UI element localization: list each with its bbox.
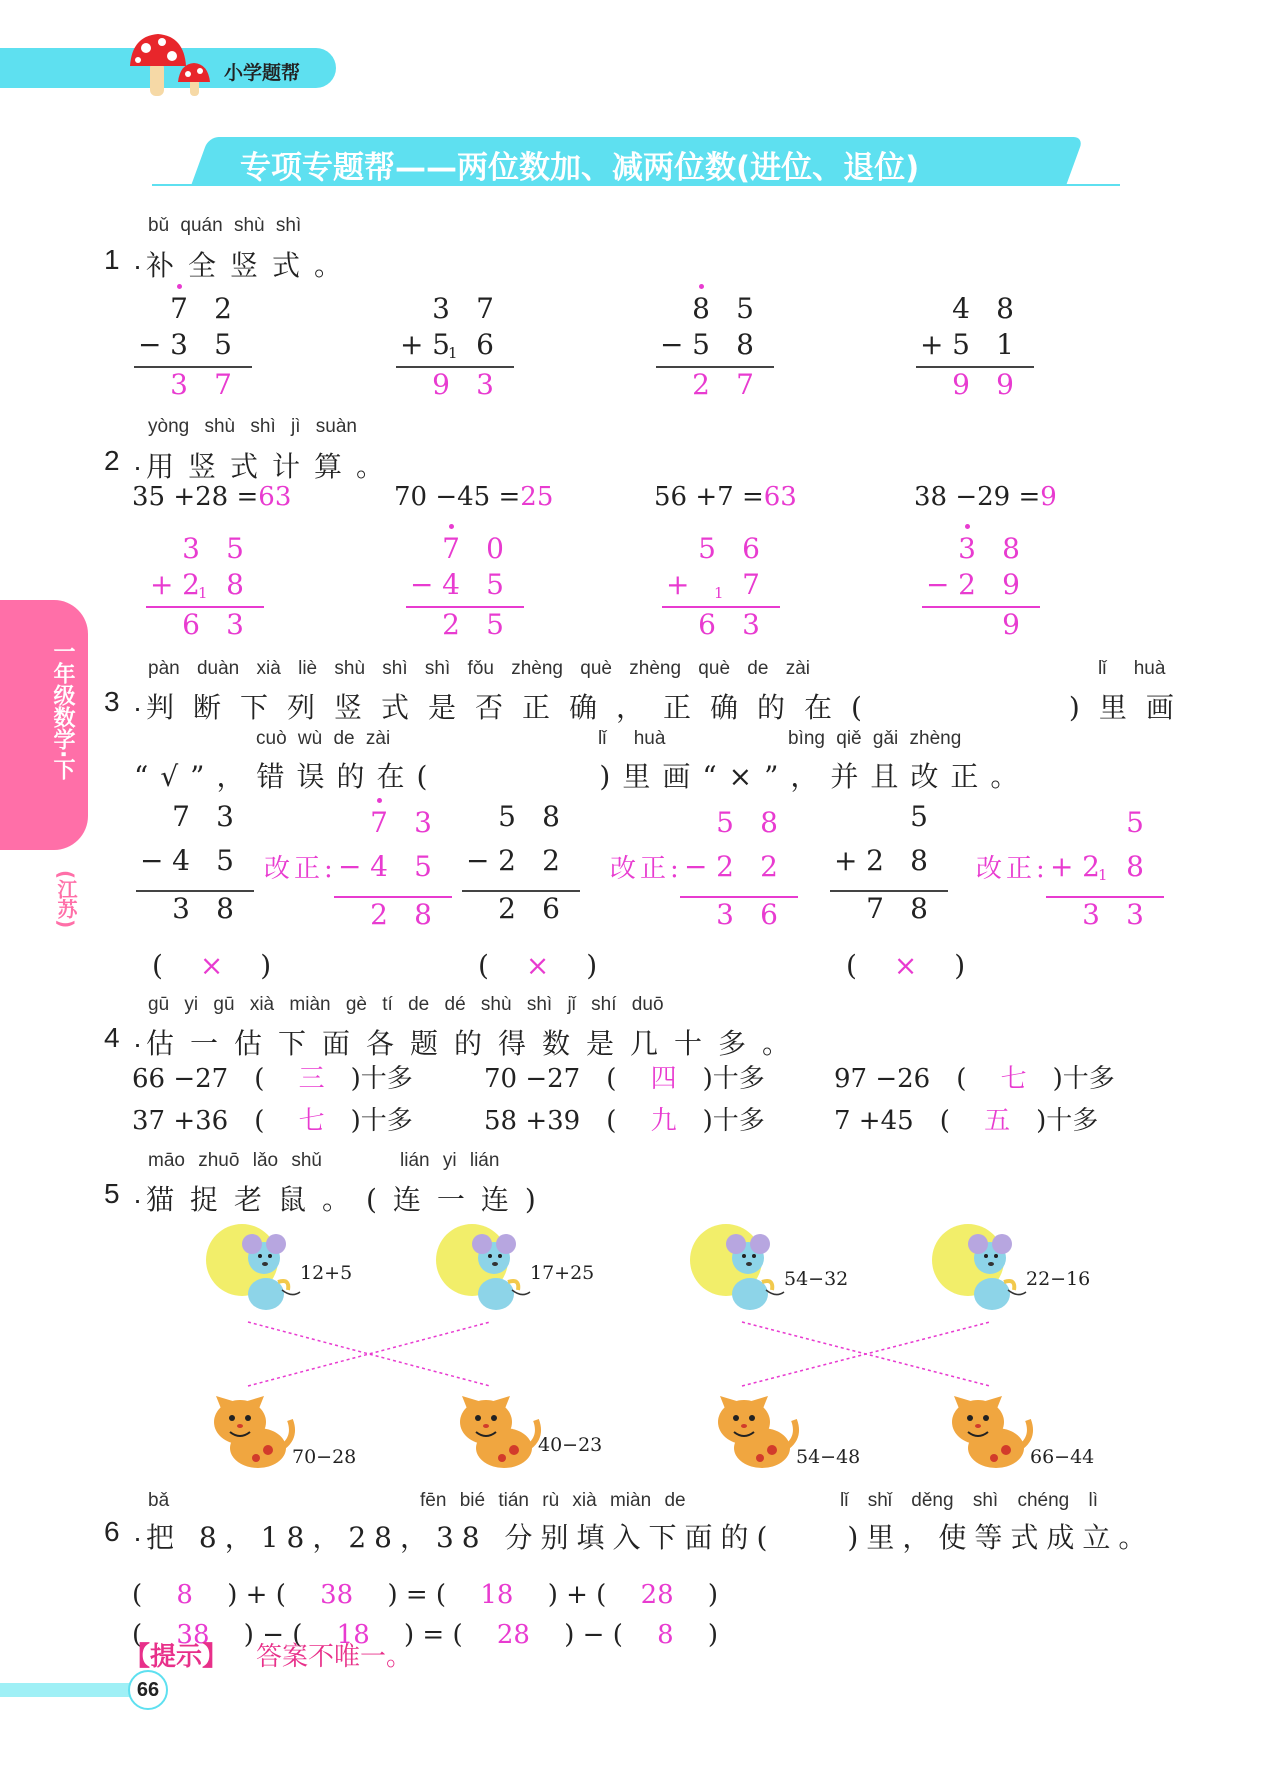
operator-sign: − <box>338 850 362 883</box>
estimate-suffix: )十多 <box>324 1106 413 1136</box>
estimate-expr: 58 +39 <box>484 1106 581 1136</box>
result-digit: 3 <box>172 892 190 925</box>
result-digit: 6 <box>760 898 778 931</box>
mouse-expression: 22−16 <box>1026 1268 1091 1290</box>
mouse-expression: 54−32 <box>784 1268 849 1290</box>
equation-symbols: ) + ( <box>192 1580 321 1610</box>
digit: 8 <box>692 292 710 325</box>
digit: 2 <box>498 844 516 877</box>
result-digit: 8 <box>910 892 928 925</box>
q5-pinyin-b: lián yi lián <box>400 1150 500 1171</box>
fill-value: 8 <box>657 1620 674 1650</box>
digit: 8 <box>226 568 244 601</box>
result-digit: 7 <box>736 368 754 401</box>
digit: 5 <box>498 800 516 833</box>
q1-text: 补全竖式。 <box>146 249 357 282</box>
result-digit: 6 <box>182 608 200 641</box>
digit: 8 <box>1002 532 1020 565</box>
carry-digit: 1 <box>1098 866 1108 884</box>
cat-expression: 40−23 <box>538 1434 603 1456</box>
digit: 3 <box>958 532 976 565</box>
q1-number: 1. <box>104 244 156 275</box>
digit: 6 <box>476 328 494 361</box>
paren-open: ( <box>228 1064 299 1094</box>
digit: 5 <box>736 292 754 325</box>
operator-sign: − <box>926 568 950 601</box>
fill-value: 38 <box>176 1620 210 1650</box>
digit: 8 <box>760 806 778 839</box>
q1-pinyin: bǔ quán shù shì <box>148 215 302 236</box>
fill-value: 18 <box>480 1580 514 1610</box>
equation-symbols: ( <box>132 1580 177 1610</box>
carry-digit: 1 <box>714 584 724 602</box>
side-tab-region: (江苏) <box>54 870 78 929</box>
result-digit: 8 <box>414 898 432 931</box>
operator-sign: + <box>400 328 424 361</box>
digit: 2 <box>1082 850 1100 883</box>
q4-pinyin: gū yi gū xià miàn gè tí de dé shù shì jǐ shí duō <box>148 994 664 1015</box>
equation-symbols: ) <box>673 1620 719 1650</box>
digit: 2 <box>542 844 560 877</box>
result-digit: 3 <box>476 368 494 401</box>
wrong-mark: × <box>199 949 224 982</box>
digit: 5 <box>432 328 450 361</box>
equation-symbols: ) − ( <box>529 1620 658 1650</box>
page-number: 66 <box>128 1670 168 1710</box>
digit: 3 <box>432 292 450 325</box>
equation-expr: 56 +7 = <box>654 482 764 512</box>
mouse-icon <box>434 1220 534 1320</box>
digit: 7 <box>742 568 760 601</box>
q5-number: 5. <box>104 1178 156 1209</box>
result-digit: 5 <box>486 608 504 641</box>
digit: 2 <box>866 844 884 877</box>
cat-expression: 70−28 <box>292 1446 357 1468</box>
paren-close: ) <box>549 949 598 982</box>
result-digit: 9 <box>432 368 450 401</box>
hint-text: 答案不唯一。 <box>256 1642 413 1672</box>
cat-expression: 54−48 <box>796 1446 861 1468</box>
equation-answer: 9 <box>1040 482 1057 512</box>
equation-expr: 38 −29 = <box>914 482 1041 512</box>
operator-sign: − <box>660 328 684 361</box>
carry-digit: 1 <box>198 584 208 602</box>
q3-pinyin-2b: lǐ huà <box>598 728 666 749</box>
result-digit: 2 <box>498 892 516 925</box>
equation-symbols: ) + ( <box>513 1580 641 1610</box>
result-digit: 8 <box>216 892 234 925</box>
digit: 4 <box>172 844 190 877</box>
equation-expr: 70 −45 = <box>394 482 521 512</box>
q3-number: 3. <box>104 686 156 717</box>
fill-value: 28 <box>496 1620 530 1650</box>
estimate-suffix: )十多 <box>676 1064 765 1094</box>
result-digit: 3 <box>742 608 760 641</box>
operator-sign: + <box>666 568 690 601</box>
estimate-expr: 37 +36 <box>132 1106 229 1136</box>
digit: 4 <box>370 850 388 883</box>
equation-symbols: ) <box>673 1580 719 1610</box>
result-digit: 2 <box>370 898 388 931</box>
result-digit: 9 <box>996 368 1014 401</box>
q4-text: 估一估下面各题的得数是几十多。 <box>146 1027 807 1060</box>
mouse-expression: 12+5 <box>300 1262 353 1284</box>
wrong-mark: × <box>525 949 550 982</box>
digit: 5 <box>1126 806 1144 839</box>
result-digit: 3 <box>226 608 244 641</box>
digit: 4 <box>952 292 970 325</box>
cat-expression: 66−44 <box>1030 1446 1095 1468</box>
digit: 8 <box>910 844 928 877</box>
result-digit: 3 <box>716 898 734 931</box>
paren-close: ) <box>917 949 966 982</box>
result-digit: 9 <box>1002 608 1020 641</box>
fix-label: 改正: <box>610 854 683 884</box>
digit: 5 <box>226 532 244 565</box>
q3-pinyin-2: cuò wù de zài <box>256 728 391 749</box>
estimate-answer: 四 <box>650 1064 677 1094</box>
fill-value: 8 <box>176 1580 193 1610</box>
fix-label: 改正: <box>976 854 1049 884</box>
digit: 5 <box>910 800 928 833</box>
digit: 3 <box>216 800 234 833</box>
mouse-icon <box>930 1220 1030 1320</box>
q6-text: 把 8，18，28，38 分别填入下面的( )里，使等式成立。 <box>146 1521 1155 1554</box>
q3-pinyin-2c: bìng qiě gǎi zhèng <box>788 728 962 749</box>
result-digit: 7 <box>866 892 884 925</box>
operator-sign: + <box>150 568 174 601</box>
digit: 7 <box>172 800 190 833</box>
digit: 2 <box>958 568 976 601</box>
equation-symbols: ) = ( <box>369 1620 497 1650</box>
fill-value: 18 <box>336 1620 370 1650</box>
result-digit: 6 <box>698 608 716 641</box>
operator-sign: − <box>138 328 162 361</box>
operator-sign: − <box>410 568 434 601</box>
digit: 9 <box>1002 568 1020 601</box>
wrong-mark: × <box>893 949 918 982</box>
mouse-expression: 17+25 <box>530 1262 595 1284</box>
digit: 0 <box>486 532 504 565</box>
q6-pinyin: bǎ <box>148 1490 170 1511</box>
paren-open: ( <box>580 1106 651 1136</box>
paren-open: ( <box>580 1064 651 1094</box>
estimate-suffix: )十多 <box>1026 1064 1115 1094</box>
q6-pinyin-b: fēn bié tián rù xià miàn de <box>420 1490 686 1511</box>
side-tab-grade: 一年级数学·下 <box>50 640 75 781</box>
digit: 8 <box>1126 850 1144 883</box>
digit: 7 <box>170 292 188 325</box>
digit: 7 <box>442 532 460 565</box>
digit: 1 <box>996 328 1014 361</box>
q5-text: 猫捉老鼠。(连一连) <box>146 1183 552 1216</box>
digit: 5 <box>216 844 234 877</box>
digit: 5 <box>486 568 504 601</box>
estimate-suffix: )十多 <box>1010 1106 1099 1136</box>
estimate-suffix: )十多 <box>676 1106 765 1136</box>
digit: 5 <box>698 532 716 565</box>
q2-text: 用竖式计算。 <box>146 450 399 483</box>
cat-icon <box>452 1386 542 1476</box>
estimate-answer: 七 <box>1000 1064 1027 1094</box>
digit: 4 <box>442 568 460 601</box>
cat-icon <box>944 1386 1034 1476</box>
topic-title: 专项专题帮——两位数加、减两位数(进位、退位) <box>240 150 920 186</box>
hint-label: 【提示】 <box>124 1642 229 1672</box>
result-digit: 2 <box>442 608 460 641</box>
digit: 3 <box>414 806 432 839</box>
result-digit: 6 <box>542 892 560 925</box>
equation-answer: 63 <box>763 482 797 512</box>
digit: 7 <box>370 806 388 839</box>
footer-bar <box>0 1683 130 1697</box>
equation-symbols: ( <box>132 1620 177 1650</box>
paren-open: ( <box>478 949 526 982</box>
mouse-icon <box>688 1220 788 1320</box>
operator-sign: + <box>920 328 944 361</box>
q6-number: 6. <box>104 1516 156 1547</box>
estimate-expr: 70 −27 <box>484 1064 581 1094</box>
equation-answer: 63 <box>258 482 292 512</box>
paren-open: ( <box>913 1106 985 1136</box>
carry-digit: 1 <box>448 344 458 362</box>
q3-pinyin-1: pàn duàn xià liè shù shì shì fǒu zhèng què zhèng què de zài <box>148 658 810 679</box>
digit: 7 <box>476 292 494 325</box>
digit: 2 <box>182 568 200 601</box>
operator-sign: − <box>466 844 490 877</box>
result-digit: 2 <box>692 368 710 401</box>
q3-line2: “√”，错误的在( )里画“×”，并且改正。 <box>134 760 1031 793</box>
estimate-expr: 66 −27 <box>132 1064 229 1094</box>
digit: 5 <box>414 850 432 883</box>
estimate-answer: 七 <box>298 1106 325 1136</box>
q6-pinyin-c: lǐ shǐ děng shì chéng lì <box>840 1490 1099 1511</box>
estimate-expr: 97 −26 <box>834 1064 931 1094</box>
q6-equation-row <box>132 1574 718 1611</box>
fill-value: 28 <box>640 1580 674 1610</box>
digit: 8 <box>996 292 1014 325</box>
estimate-answer: 五 <box>984 1106 1011 1136</box>
equation-answer: 25 <box>520 482 554 512</box>
digit: 2 <box>716 850 734 883</box>
result-digit: 9 <box>952 368 970 401</box>
paren-close: ) <box>223 949 272 982</box>
q4-number: 4. <box>104 1022 156 1053</box>
fill-value: 38 <box>320 1580 354 1610</box>
operator-sign: + <box>834 844 858 877</box>
digit: 8 <box>542 800 560 833</box>
digit: 5 <box>214 328 232 361</box>
operator-sign: + <box>1050 850 1074 883</box>
digit: 5 <box>952 328 970 361</box>
result-digit: 7 <box>214 368 232 401</box>
brand-name: 小学题帮 <box>224 62 301 84</box>
digit: 2 <box>214 292 232 325</box>
cat-icon <box>710 1386 800 1476</box>
equation-expr: 35 +28 = <box>132 482 259 512</box>
q5-pinyin: māo zhuō lǎo shǔ <box>148 1150 322 1171</box>
cat-icon <box>206 1386 296 1476</box>
equation-symbols: ) − ( <box>209 1620 337 1650</box>
mouse-icon <box>204 1220 304 1320</box>
paren-open: ( <box>152 949 200 982</box>
estimate-suffix: )十多 <box>324 1064 413 1094</box>
operator-sign: − <box>140 844 164 877</box>
paren-open: ( <box>930 1064 1001 1094</box>
q3-line1: 判断下列竖式是否正确，正确的在( )里画 <box>146 691 1193 724</box>
estimate-answer: 九 <box>650 1106 677 1136</box>
operator-sign: − <box>684 850 708 883</box>
result-digit: 3 <box>170 368 188 401</box>
equation-symbols: ) = ( <box>353 1580 481 1610</box>
paren-open: ( <box>228 1106 299 1136</box>
digit: 3 <box>182 532 200 565</box>
digit: 6 <box>742 532 760 565</box>
paren-open: ( <box>846 949 894 982</box>
q3-pinyin-1b: lǐ huà <box>1098 658 1166 679</box>
result-digit: 3 <box>1126 898 1144 931</box>
result-digit: 3 <box>1082 898 1100 931</box>
digit: 8 <box>736 328 754 361</box>
estimate-expr: 7 +45 <box>834 1106 914 1136</box>
digit: 3 <box>170 328 188 361</box>
q2-number: 2. <box>104 445 156 476</box>
estimate-answer: 三 <box>298 1064 325 1094</box>
fix-label: 改正: <box>264 854 337 884</box>
digit: 5 <box>692 328 710 361</box>
q2-pinyin: yòng shù shì jì suàn <box>148 416 357 437</box>
digit: 5 <box>716 806 734 839</box>
digit: 2 <box>760 850 778 883</box>
